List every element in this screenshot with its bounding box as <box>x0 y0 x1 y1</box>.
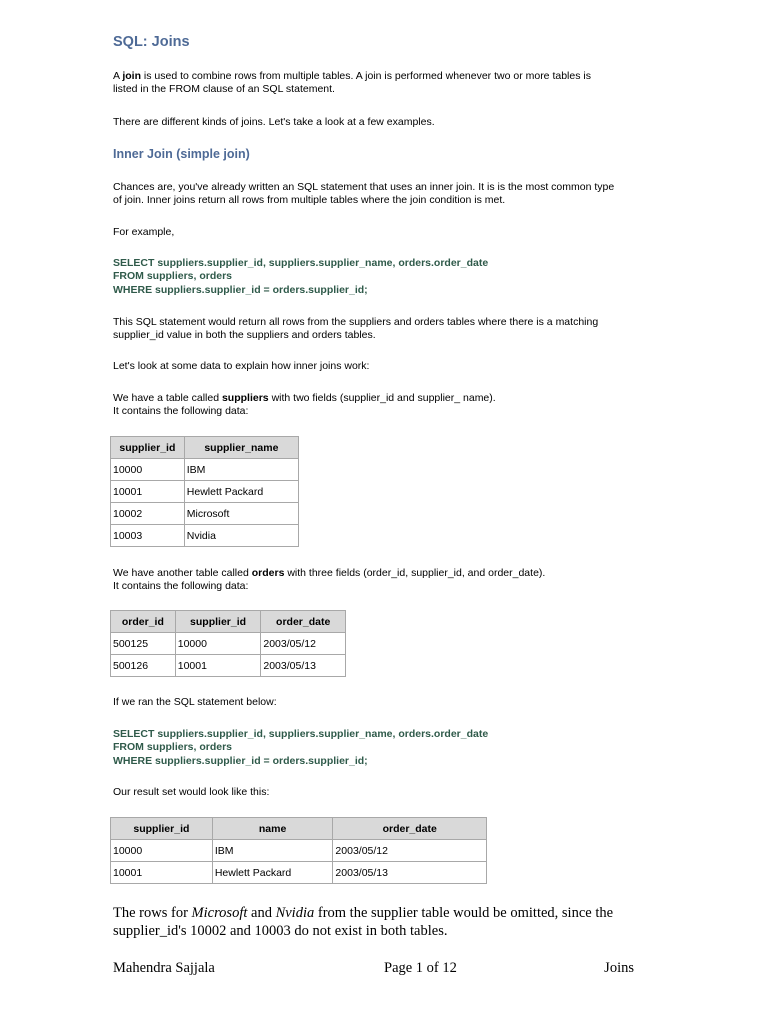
table-cell: IBM <box>184 459 298 481</box>
table-cell: 10003 <box>111 525 185 547</box>
column-header: supplier_id <box>111 437 185 459</box>
column-header: order_date <box>333 818 487 840</box>
data-intro-text: Let's look at some data to explain how inner joins work: <box>113 360 370 372</box>
closing-text-b: and <box>247 905 276 921</box>
intro-text-line2: listed in the FROM clause of an SQL statement. <box>113 83 335 96</box>
intro-paragraph <box>113 70 673 97</box>
table-cell: IBM <box>212 840 333 862</box>
table-cell: 2003/05/13 <box>333 862 487 884</box>
suppliers-desc-line2: It contains the following data: <box>113 405 249 418</box>
footer-topic: Joins <box>604 960 634 976</box>
table-cell: 500125 <box>111 633 176 655</box>
inner-join-paragraph <box>113 181 673 208</box>
result-table <box>110 817 487 884</box>
table-header-row <box>111 818 487 840</box>
orders-desc-a: We have another table called <box>113 567 252 579</box>
sql-explanation-paragraph <box>113 316 673 343</box>
sql-line: SELECT suppliers.supplier_id, suppliers.supplier_name, orders.order_date <box>113 257 489 269</box>
table-row <box>111 525 299 547</box>
closing-text-line2: supplier_id's 10002 and 10003 do not exist in both tables. <box>113 923 448 939</box>
table-cell: 10000 <box>175 633 261 655</box>
sql-code-block-2 <box>113 728 488 768</box>
suppliers-desc-b: with two fields (supplier_id and supplier_ name). <box>268 392 496 404</box>
column-header: supplier_name <box>184 437 298 459</box>
inner-join-line1: Chances are, you've already written an SQL statement that uses an inner join. It is is the most common type <box>113 181 615 193</box>
closing-text-a: The rows for <box>113 905 192 921</box>
table-row <box>111 459 299 481</box>
table-cell: 10000 <box>111 459 185 481</box>
orders-bold: orders <box>251 567 285 579</box>
table-row <box>111 655 346 677</box>
section-heading-inner-join: Inner Join (simple join) <box>113 147 250 161</box>
intro-text-a: A <box>113 70 123 82</box>
closing-italic-microsoft: Microsoft <box>191 905 248 921</box>
suppliers-desc-a: We have a table called <box>113 392 222 404</box>
intro-text-b: is used to combine rows from multiple tables. A join is performed whenever two or more tables is <box>141 70 591 82</box>
table-cell: 10002 <box>111 503 185 525</box>
table-cell: Nvidia <box>184 525 298 547</box>
column-header: supplier_id <box>175 611 261 633</box>
page-title: SQL: Joins <box>113 34 190 50</box>
table-cell: 2003/05/12 <box>333 840 487 862</box>
sql-line: FROM suppliers, orders <box>113 270 233 283</box>
table-row <box>111 840 487 862</box>
orders-desc-b: with three fields (order_id, supplier_id, and order_date). <box>284 567 546 579</box>
kinds-paragraph: There are different kinds of joins. Let's take a look at a few examples. <box>113 116 435 128</box>
explanation-line1: This SQL statement would return all rows from the suppliers and orders tables where there is a matching <box>113 316 599 328</box>
table-cell: 2003/05/12 <box>261 633 346 655</box>
column-header: name <box>212 818 333 840</box>
table-cell: Hewlett Packard <box>212 862 333 884</box>
suppliers-table <box>110 436 299 547</box>
closing-text-c: from the supplier table would be omitted, since the <box>314 905 614 921</box>
table-cell: 10001 <box>111 862 213 884</box>
table-cell: 10001 <box>111 481 185 503</box>
inner-join-line2: of join. Inner joins return all rows from multiple tables where the join condition is met. <box>113 194 506 207</box>
table-row <box>111 481 299 503</box>
sql-line: WHERE suppliers.supplier_id = orders.supplier_id; <box>113 754 368 767</box>
table-cell: Microsoft <box>184 503 298 525</box>
table-cell: 2003/05/13 <box>261 655 346 677</box>
sql-line: SELECT suppliers.supplier_id, suppliers.supplier_name, orders.order_date <box>113 728 489 740</box>
column-header: order_id <box>111 611 176 633</box>
intro-bold-join: join <box>122 70 142 82</box>
closing-paragraph <box>113 904 673 940</box>
orders-description <box>113 567 673 594</box>
footer-page-number: Page 1 of 12 <box>384 960 457 976</box>
table-row <box>111 503 299 525</box>
column-header: supplier_id <box>111 818 213 840</box>
table-cell: 10000 <box>111 840 213 862</box>
for-example-text: For example, <box>113 226 175 238</box>
table-cell: 10001 <box>175 655 261 677</box>
footer-author: Mahendra Sajjala <box>113 960 215 976</box>
sql-code-block-1 <box>113 257 488 297</box>
suppliers-bold: suppliers <box>221 392 269 404</box>
table-header-row <box>111 611 346 633</box>
orders-desc-line2: It contains the following data: <box>113 580 249 593</box>
table-cell: Hewlett Packard <box>184 481 298 503</box>
column-header: order_date <box>261 611 346 633</box>
table-header-row <box>111 437 299 459</box>
orders-table <box>110 610 346 677</box>
table-cell: 500126 <box>111 655 176 677</box>
table-row <box>111 862 487 884</box>
explanation-line2: supplier_id value in both the suppliers and orders tables. <box>113 329 376 342</box>
sql-line: FROM suppliers, orders <box>113 741 233 754</box>
suppliers-description <box>113 392 673 419</box>
table-row <box>111 633 346 655</box>
closing-italic-nvidia: Nvidia <box>275 905 315 921</box>
if-we-ran-text: If we ran the SQL statement below: <box>113 696 277 708</box>
result-set-intro-text: Our result set would look like this: <box>113 786 270 798</box>
sql-line: WHERE suppliers.supplier_id = orders.supplier_id; <box>113 283 368 296</box>
